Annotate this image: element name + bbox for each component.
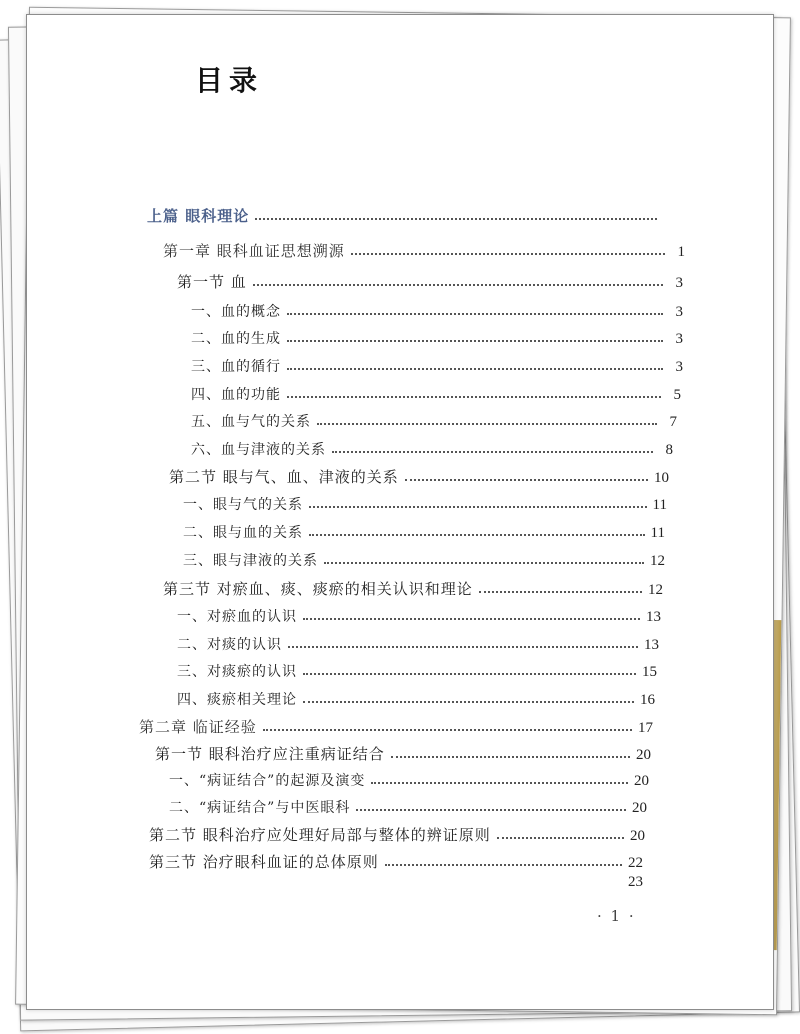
toc-entry-page: 23 <box>628 874 643 890</box>
toc-entry-label: 四、痰瘀相关理论 <box>177 692 297 708</box>
toc-entry-page: 20 <box>632 800 647 816</box>
toc-entry-section[interactable] <box>169 466 669 487</box>
toc-entry-item[interactable] <box>169 797 647 817</box>
toc-entry-item[interactable] <box>177 634 659 654</box>
toc-entry-page: 12 <box>650 553 665 569</box>
toc-entry-page: 8 <box>665 442 673 458</box>
toc-entry-page: 13 <box>644 637 659 653</box>
dot-leader <box>253 284 663 286</box>
dot-leader <box>309 534 645 536</box>
dot-leader <box>287 340 663 342</box>
dot-leader <box>303 618 640 620</box>
dot-leader <box>288 646 638 648</box>
toc-entry-item[interactable] <box>177 689 655 709</box>
toc-entry-label: 二、血的生成 <box>191 331 281 347</box>
toc-entry-label: 第二节 眼与气、血、津液的关系 <box>169 468 399 486</box>
toc-entry-page: 20 <box>630 828 645 844</box>
toc-entry-section[interactable] <box>155 743 651 764</box>
toc-entry-label: 第一章 眼科血证思想溯源 <box>163 242 345 260</box>
toc-entry-item[interactable] <box>191 439 673 459</box>
toc-entry-page: 20 <box>634 773 649 789</box>
dot-leader <box>255 218 657 220</box>
toc-entry-label: 五、血与气的关系 <box>191 414 311 430</box>
toc-entry-section[interactable] <box>163 578 663 599</box>
toc-entry-label: 一、对瘀血的认识 <box>177 609 297 625</box>
toc-page <box>26 14 774 1010</box>
toc-entry-item[interactable] <box>183 494 667 514</box>
toc-entry-label: 第一节 血 <box>177 273 247 291</box>
toc-entry-continued[interactable] <box>587 874 643 891</box>
toc-entry-item[interactable] <box>191 328 683 348</box>
toc-entry-label: 上篇 眼科理论 <box>147 207 250 225</box>
dot-leader <box>391 756 630 758</box>
dot-leader <box>332 451 653 453</box>
toc-entry-label: 一、眼与气的关系 <box>183 497 303 513</box>
toc-entry-label: 二、眼与血的关系 <box>183 525 303 541</box>
toc-entry-page: 3 <box>675 304 683 320</box>
toc-entry-item[interactable] <box>169 770 649 790</box>
dot-leader <box>317 423 657 425</box>
toc-entry-page: 3 <box>675 275 683 291</box>
toc-entry-label: 第三节 治疗眼科血证的总体原则 <box>149 853 379 871</box>
toc-entry-page: 22 <box>628 855 643 871</box>
toc-entry-label: 第二节 眼科治疗应处理好局部与整体的辨证原则 <box>149 826 491 844</box>
toc-entry-item[interactable] <box>177 606 661 626</box>
toc-entry-section[interactable] <box>149 824 645 845</box>
toc-entry-page: 17 <box>638 720 653 736</box>
toc-entry-page: 10 <box>654 470 669 486</box>
dot-leader <box>479 591 642 593</box>
toc-entry-item[interactable] <box>191 301 683 321</box>
toc-entry-label: 六、血与津液的关系 <box>191 442 326 458</box>
toc-entry-label: 一、血的概念 <box>191 304 281 320</box>
page-number: · 1 · <box>597 907 636 925</box>
toc-entry-page: 7 <box>669 414 677 430</box>
toc-entry-chapter[interactable] <box>163 240 685 261</box>
toc-entry-label: 四、血的功能 <box>191 387 281 403</box>
toc-entry-label: 一、“病证结合”的起源及演变 <box>169 773 366 789</box>
toc-entry-label: 二、“病证结合”与中医眼科 <box>169 800 351 816</box>
toc-entry-label: 第三节 对瘀血、痰、痰瘀的相关认识和理论 <box>163 580 473 598</box>
toc-entry-label: 三、对痰瘀的认识 <box>177 664 297 680</box>
toc-entry-section[interactable] <box>149 851 643 872</box>
toc-entry-section[interactable] <box>177 271 683 292</box>
dot-leader <box>287 313 663 315</box>
toc-entry-item[interactable] <box>177 661 657 681</box>
toc-entry-label: 二、对痰的认识 <box>177 637 282 653</box>
dot-leader <box>324 562 644 564</box>
dot-leader <box>385 864 622 866</box>
toc-entry-item[interactable] <box>191 384 681 404</box>
toc-entry-item[interactable] <box>191 356 683 376</box>
toc-entry-page: 3 <box>675 359 683 375</box>
dot-leader <box>371 782 628 784</box>
toc-entry-label: 第一节 眼科治疗应注重病证结合 <box>155 745 385 763</box>
toc-entry-item[interactable] <box>183 522 665 542</box>
toc-entry-page: 13 <box>646 609 661 625</box>
toc-entry-page: 11 <box>650 525 665 541</box>
dot-leader <box>356 809 626 811</box>
toc-entry-page: 1 <box>677 244 685 260</box>
page-title: 目录 <box>195 64 264 97</box>
toc-entry-page: 15 <box>642 664 657 680</box>
toc-entry-label: 三、眼与津液的关系 <box>183 553 318 569</box>
toc-entry-page: 3 <box>675 331 683 347</box>
toc-entry-item[interactable] <box>183 550 665 570</box>
dot-leader <box>405 479 648 481</box>
dot-leader <box>351 253 665 255</box>
toc-entry-chapter[interactable] <box>139 716 653 737</box>
toc-entry-page: 5 <box>673 387 681 403</box>
dot-leader <box>287 396 661 398</box>
dot-leader <box>497 837 624 839</box>
toc-entry-page: 11 <box>652 497 667 513</box>
dot-leader <box>303 701 634 703</box>
toc-entry-page: 12 <box>648 582 663 598</box>
dot-leader <box>287 368 663 370</box>
toc-entry-label: 三、血的循行 <box>191 359 281 375</box>
toc-entry-item[interactable] <box>191 411 677 431</box>
toc-entry-part[interactable] <box>147 205 677 226</box>
dot-leader <box>309 506 647 508</box>
toc-entry-page: 20 <box>636 747 651 763</box>
toc-entry-page: 16 <box>640 692 655 708</box>
dot-leader <box>263 729 632 731</box>
toc-entry-label: 第二章 临证经验 <box>139 718 257 736</box>
dot-leader <box>303 673 636 675</box>
